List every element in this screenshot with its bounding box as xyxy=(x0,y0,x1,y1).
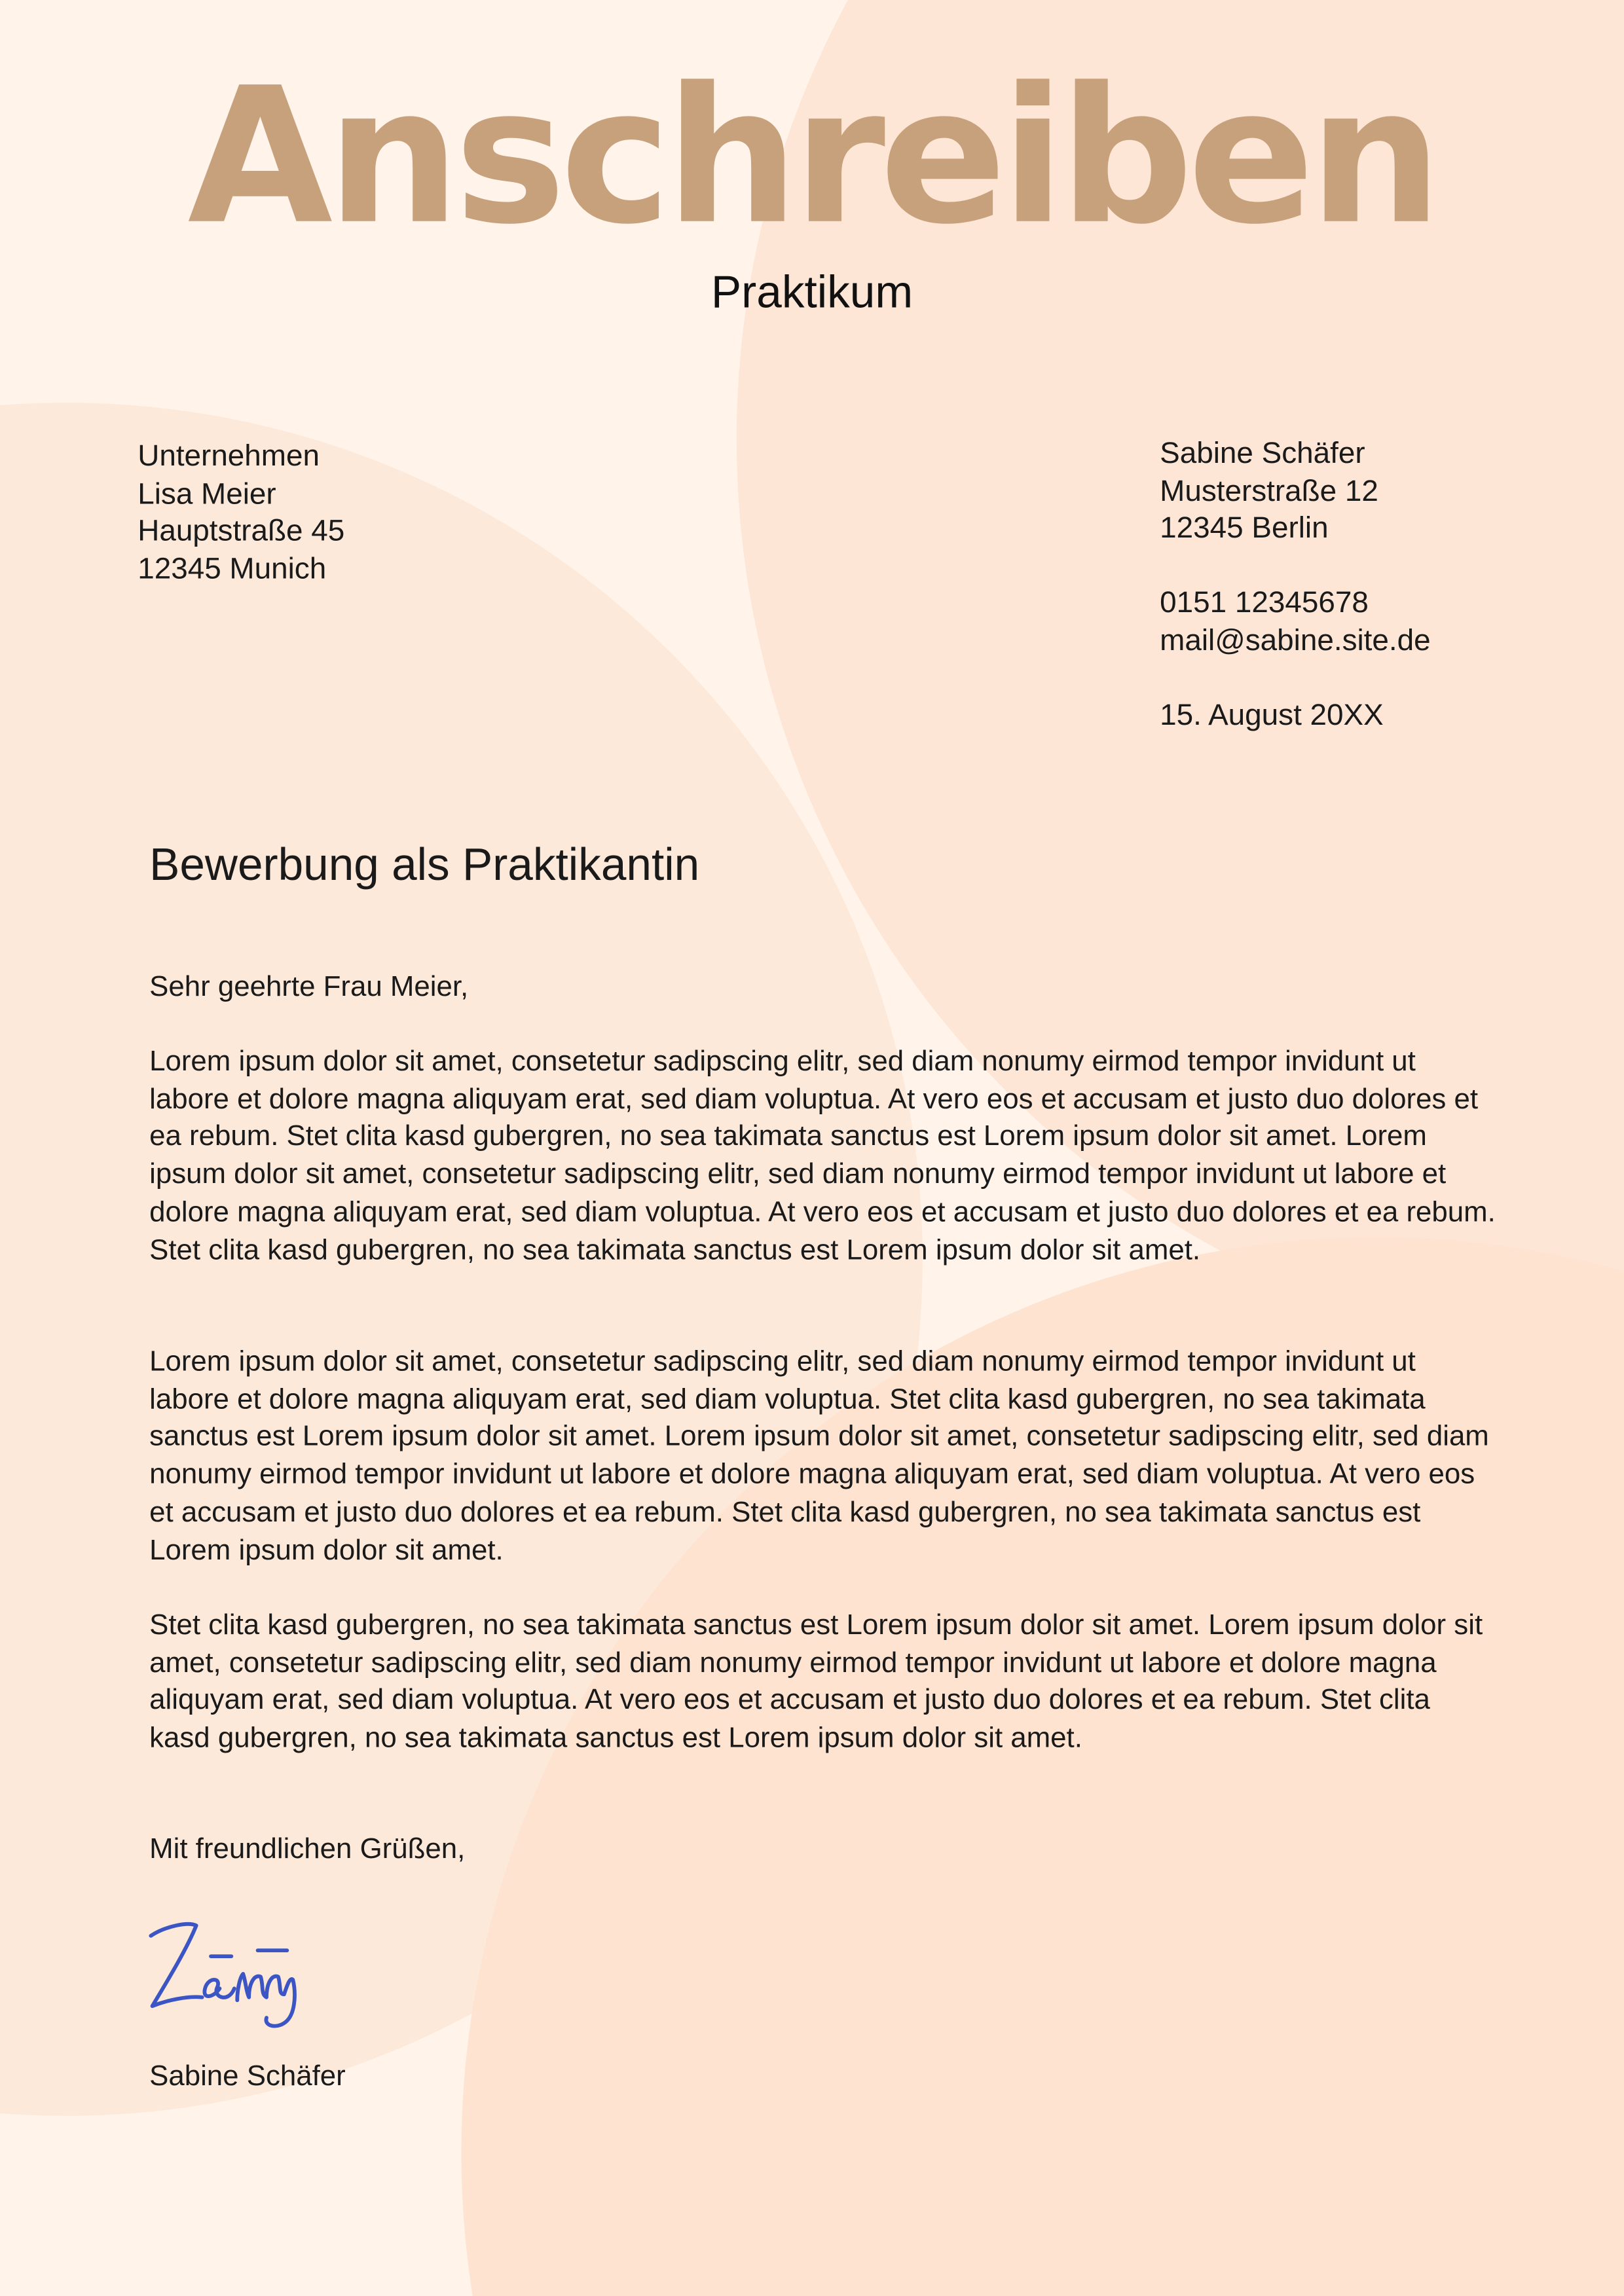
page-title: Anschreiben xyxy=(187,48,1437,267)
sender-city: 12345 Berlin xyxy=(1160,511,1329,545)
sender-street: Musterstraße 12 xyxy=(1160,473,1378,507)
recipient-city: 12345 Munich xyxy=(138,551,327,585)
signer-name: Sabine Schäfer xyxy=(149,2060,346,2093)
letter-salutation: Sehr geehrte Frau Meier, xyxy=(149,970,469,1004)
recipient-company: Unternehmen xyxy=(138,439,320,473)
recipient-street: Hauptstraße 45 xyxy=(138,514,345,548)
spacer xyxy=(1160,659,1431,696)
spacer xyxy=(1160,547,1431,584)
page-subtitle: Praktikum xyxy=(710,266,913,318)
letter-date: 15. August 20XX xyxy=(1160,697,1384,732)
body-paragraph-1: Lorem ipsum dolor sit amet, consetetur sadipscing elitr, sed diam nonumy eirmod tempor invidunt ut labore et dolore magna aliquyam erat, sed diam voluptua. At vero eos et accusam et justo duo dolores et ea rebum. Stet clita kasd gubergren, no sea takimata sanctus est Lorem ipsum dolor sit amet. Lorem ipsum dolor sit amet, consetetur sadipscing elitr, sed diam nonumy eirmod tempor invidunt ut labore et dolore magna aliquyam erat, sed diam voluptua. At vero eos et accusam et justo duo dolores et ea rebum. Stet clita kasd gubergren, no sea takimata sanctus est Lorem ipsum dolor sit amet. xyxy=(149,1045,1496,1266)
sender-name: Sabine Schäfer xyxy=(1160,436,1365,470)
sender-email: mail@sabine.site.de xyxy=(1160,623,1431,657)
sender-phone: 0151 12345678 xyxy=(1160,585,1369,620)
letter-closing: Mit freundlichen Grüßen, xyxy=(149,1833,466,1866)
letter-subject: Bewerbung als Praktikantin xyxy=(149,839,700,890)
body-paragraph-3: Stet clita kasd gubergren, no sea takimata sanctus est Lorem ipsum dolor sit amet. Lorem ipsum dolor sit amet, consetetur sadipscing elitr, sed diam nonumy eirmod tempor invidunt ut labore et dolore magna aliquyam erat, sed diam voluptua. At vero eos et accusam et justo duo dolores et ea rebum. Stet clita kasd gubergren, no sea takimata sanctus est Lorem ipsum dolor sit amet. xyxy=(149,1609,1483,1755)
sender-address xyxy=(1160,435,1431,733)
recipient-name: Lisa Meier xyxy=(138,477,276,511)
handwritten-signature-icon xyxy=(143,1912,319,2043)
recipient-address xyxy=(138,438,344,587)
body-paragraph-2: Lorem ipsum dolor sit amet, consetetur sadipscing elitr, sed diam nonumy eirmod tempor invidunt ut labore et dolore magna aliquyam erat, sed diam voluptua. Stet clita kasd gubergren, no sea takimata sanctus est Lorem ipsum dolor sit amet. Lorem ipsum dolor sit amet, consetetur sadipscing elitr, sed diam nonumy eirmod tempor invidunt ut labore et dolore magna aliquyam erat, sed diam voluptua. At vero eos et accusam et justo duo dolores et ea rebum. Stet clita kasd gubergren, no sea takimata sanctus est Lorem ipsum dolor sit amet. xyxy=(149,1345,1489,1567)
